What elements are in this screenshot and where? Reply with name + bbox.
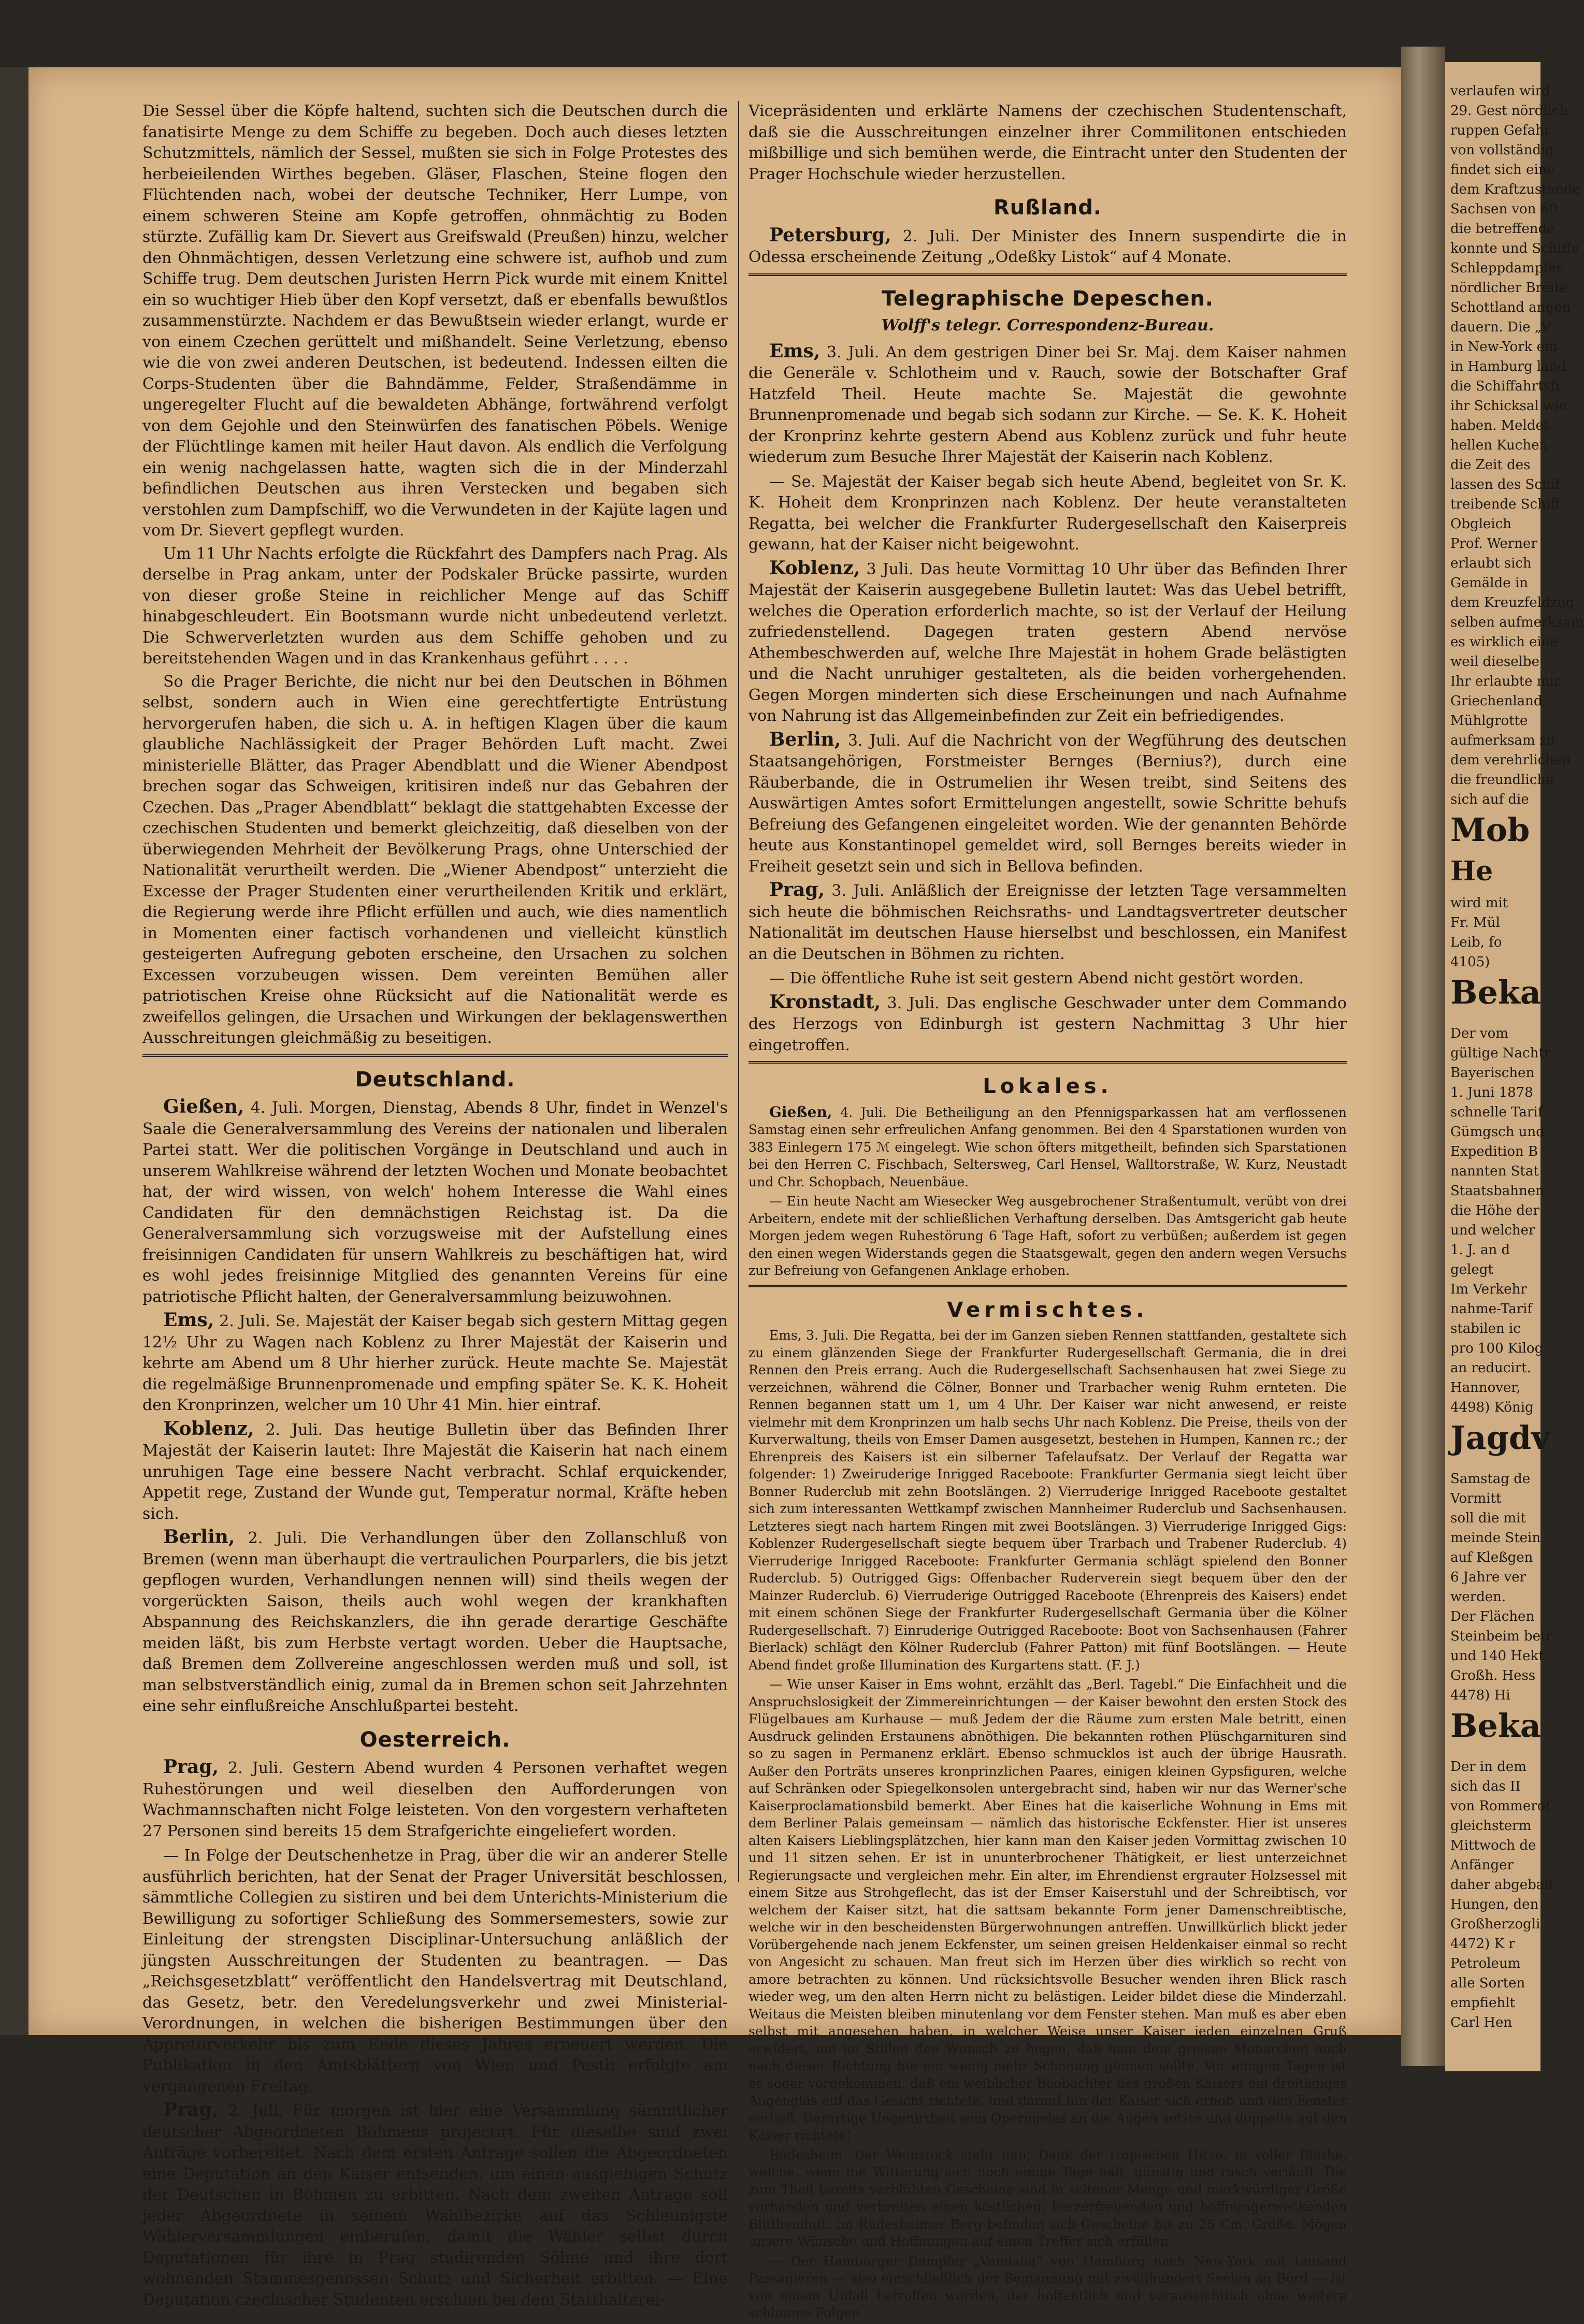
news-item bbox=[748, 558, 1347, 727]
dateline-city: Ems, bbox=[769, 340, 820, 362]
adjacent-page-fragment: und 140 Hekt bbox=[1450, 1648, 1544, 1664]
news-item bbox=[748, 879, 1347, 965]
adjacent-page-fragment: Der Flächen bbox=[1450, 1609, 1535, 1624]
adjacent-page-fragment: Im Verkehr bbox=[1450, 1282, 1527, 1297]
news-text: 3 Juli. Das heute Vormittag 10 Uhr über das Befinden Ihrer Majestät der Kaiserin ausgegebene Bulletin lautet: Was das Uebel betrifft, welches die Operation erforderlich machte, so ist der Verlauf der Heilung zufriedenstellend. Dagegen traten gestern Abend nervöse Athembeschwerden auf, welche Ihre Majestät in hohem Grade belästigten und die Nacht unruhiger gestalteten, als die beiden vorhergehenden. Gegen Morgen minderten sich diese Erscheinungen und nach Aufnahme von Nahrung ist das Allgemeinbefinden zur Zeit ein befriedigendes. bbox=[748, 560, 1347, 725]
news-text: 2. Juli. Das heutige Bulletin über das Befinden Ihrer Majestät der Kaiserin lautet: Ihre Majestät die Kaiserin hat nach einem unruhigen Tage eine bessere Nacht verbracht. Schlaf erquickender, Appetit rege, Zustand der Wunde gut, Temperatur normal, Kräfte heben sich. bbox=[142, 1420, 728, 1523]
adjacent-page-fragment: von Rommerot bbox=[1450, 1798, 1551, 1814]
adjacent-page-fragment: Steinbeim betr bbox=[1450, 1629, 1552, 1644]
adjacent-page-fragment: dem verehrlichen bbox=[1450, 752, 1571, 768]
adjacent-page-fragment: Beka bbox=[1450, 1707, 1541, 1745]
adjacent-page-fragment: Gümgsch und bbox=[1450, 1124, 1545, 1140]
news-text: 2. Juli. Gestern Abend wurden 4 Personen verhaftet wegen Ruhestörungen und weil dieselben den Aufforderungen von Wachmannschaften nicht Folge leisteten. Von den vorgestern verhafteten 27 Personen sind bereits 15 dem Strafgerichte eingeliefert worden. bbox=[142, 1759, 728, 1840]
news-text: 2. Juli. Die Verhandlungen über den Zollanschluß von Bremen (wenn man überhaupt die vertraulichen Pourparlers, die bis jetzt gepflogen wurden, Verhandlungen nennen will) sind theils wegen der vorgerückten Saison, theils auch wohl wegen der krankhaften Abspannung des Reichskanzlers, die ihn gerade derartige Geschäfte meiden läßt, bis zum Herbste vertagt worden. Ueber die Hauptsache, daß Bremen dem Zollvereine angeschlossen werden muß und soll, ist man selbstverständlich einig, zumal da in Bremen schon seit Jahrzehnten eine sehr einflußreiche Anschlußpartei besteht. bbox=[142, 1529, 728, 1715]
news-item bbox=[748, 729, 1347, 878]
adjacent-page-fragment: die Zeit des bbox=[1450, 457, 1531, 473]
news-item bbox=[142, 1756, 728, 1842]
dateline-city: Koblenz, bbox=[163, 1417, 254, 1440]
adjacent-page-fragment: haben. Meldet bbox=[1450, 418, 1549, 433]
adjacent-page-fragment: daher abgebalt bbox=[1450, 1877, 1554, 1893]
news-text: 3. Juli. Anläßlich der Ereignisse der letzten Tage versammelten sich heute die böhmischen Reichsraths- und Landtagsvertreter deutscher Nationalität im deutschen Hause hierselbst und beschlossen, ein Manifest an die Deutschen in Böhmen zu richten. bbox=[748, 882, 1347, 963]
news-text: 3. Juli. An dem gestrigen Diner bei Sr. Maj. dem Kaiser nahmen die Generäle v. Schlotheim und v. Rauch, sowie der Botschafter Graf Hatzfeld Theil. Heute machte Se. Majestät die gewohnte Brunnenpromenade und begab sich sodann zur Kirche. — Se. K. K. Hoheit der Kronprinz kehrte gestern Abend aus Koblenz zurück und fuhr heute wiederum zum Besuche Ihrer Majestät der Kaiserin nach Koblenz. bbox=[748, 343, 1347, 466]
adjacent-page-fragment: findet sich eine bbox=[1450, 162, 1555, 178]
adjacent-page-fragment: Carl Hen bbox=[1450, 2015, 1513, 2030]
adjacent-page-fragment: Jagdv bbox=[1450, 1419, 1550, 1457]
adjacent-page-fragment: in Hamburg land bbox=[1450, 359, 1567, 374]
adjacent-page-fragment: Mittwoch de bbox=[1450, 1838, 1536, 1853]
dateline-city: Ems, bbox=[163, 1309, 214, 1331]
adjacent-page-fragment: Vormitt bbox=[1450, 1491, 1502, 1506]
adjacent-page-fragment: Anfänger bbox=[1450, 1857, 1514, 1873]
adjacent-page-fragment: die Höhe der bbox=[1450, 1203, 1539, 1218]
news-text: — Se. Majestät der Kaiser begab sich heute Abend, begleitet von Sr. K. K. Hoheit dem Kronprinzen nach Koblenz. Der heute veranstalteten Regatta, bei welcher die Frankfurter Rudergesellschaft den Kaiserpreis gewann, hat der Kaiser nicht beigewohnt. bbox=[748, 472, 1347, 554]
adjacent-page-fragment: Schleppdampfer bbox=[1450, 260, 1563, 276]
news-item bbox=[748, 341, 1347, 468]
adjacent-page-fragment: in New-York ein bbox=[1450, 339, 1558, 355]
section-subheading: Wolff's telegr. Correspondenz-Bureau. bbox=[881, 316, 1214, 335]
section-heading-deutschland: Deutschland. bbox=[355, 1067, 515, 1092]
adjacent-page-fragment: hellen Kuchen bbox=[1450, 438, 1548, 453]
article-paragraph: Ems, 3. Juli. Die Regatta, bei der im Ganzen sieben Rennen stattfanden, gestaltete sich zu einem glänzenden Siege der Frankfurter Rudergesellschaft Germania, die in drei Rennen den Preis errang. Auch die Rudergesellschaft Sachsenhausen hat zwei Siege zu verzeichnen, während die Cölner, Bonner und Trarbacher wenig Ruhm ernteten. Die Rennen begannen statt um 1, um 4 Uhr. Der Kaiser war nicht anwesend, er reiste vielmehr mit dem Kronprinzen um halb sechs Uhr nach Koblenz. Die Preise, theils von der Kurverwaltung, theils von Emser Damen ausgesetzt, bestehen in Humpen, Kannen rc.; der Ehrenpreis des Kaisers ist ein silberner Tafelaufsatz. Der Verlauf der Regatta war folgender: 1) Zweiruderige Inrigged Raceboote: Frankfurter Germania siegt leicht über Bonner Ruderclub mit zehn Bootslängen. 2) Vierruderige Inrigged Raceboote gestaltet sich zum interessanten Wettkampf zwischen Mannheimer Ruderclub und Sachsenhausen. Letzteres siegt nach hartem Ringen mit zwei Bootslängen. 3) Vierruderige Inrigged Gigs: Koblenzer Rudergesellschaft siegte bequem über Trarbach und Trabener Ruderclub. 4) Vierruderige Inrigged Raceboote: Frankfurter Germania schlägt spielend den Bonner Ruderclub. 5) Outrigged Gigs: Offenbacher Ruderverein siegt bequem über den der Mainzer Ruderclub. 6) Vierruderige Outrigged Raceboote (Ehrenpreis des Kaisers) endet mit einem schönen Siege der Frankfurter Rudergesellschaft Germania über die Kölner Rudergesellschaft. 7) Einruderige Outrigged Raceboote: Boot von Sachsenhausen (Fahrer Bierlack) schlägt den Kölner Ruderclub (Fahrer Patton) mit fünf Bootslängen. — Heute Abend findet große Illumination des Kurgartens statt. (F. J.) bbox=[748, 1328, 1347, 1673]
news-text: 2. Juli. Für morgen ist hier eine Versammlung sämmtlicher deutscher Abgeordneten Böhmens projectirt. Für dieselbe sind zwei Anträge vorbereitet. Nach dem ersten Antrage sollen die Abgeordneten eine Deputation an den Kaiser entsenden, um einen ausgiebigen Schutz der Deutschen in Böhmen zu erbitten. Nach dem zweiten Antrage soll jeder Abgeordnete in seinem Wahlbezirke auf das Schleunigste Wählerversammlungen einberufen, damit die Wähler selbst durch Deputationen für ihre in Prag studirenden Söhne und ihre dort wohnenden Stammesgenossen Schutz und Sicherheit erbitten. — Eine Deputation czechischer Studenten erschien bei dem Statthalterei- bbox=[142, 2102, 728, 2309]
adjacent-page-fragment: die betreffende bbox=[1450, 221, 1555, 237]
adjacent-page-fragment: und welcher bbox=[1450, 1223, 1535, 1238]
adjacent-page-fragment: Prof. Werner bbox=[1450, 536, 1537, 551]
news-item bbox=[748, 992, 1347, 1056]
adjacent-page-fragment: Hannover, bbox=[1450, 1380, 1521, 1396]
section-heading-oesterreich: Oesterreich. bbox=[359, 1727, 511, 1752]
section-rule bbox=[142, 1054, 728, 1057]
news-item bbox=[748, 967, 1347, 990]
left-column bbox=[142, 101, 728, 2313]
lokales-block bbox=[748, 1103, 1347, 1280]
dateline-city: Koblenz, bbox=[769, 557, 860, 579]
section-heading-vermischtes: Vermischtes. bbox=[947, 1298, 1148, 1322]
adjacent-page-strip bbox=[1445, 62, 1584, 2071]
news-item bbox=[748, 225, 1347, 268]
news-item bbox=[748, 1103, 1347, 1191]
news-item bbox=[142, 1844, 728, 2097]
adjacent-page-fragment: schnelle Tarif bbox=[1450, 1105, 1543, 1120]
adjacent-page-fragment: gelegt bbox=[1450, 1262, 1493, 1277]
news-item bbox=[142, 1310, 728, 1416]
news-text: 2. Juli. Der Minister des Innern suspendirte die in Odessa erscheinende Zeitung „Odeßky Listok“ auf 4 Monate. bbox=[748, 227, 1347, 266]
news-text: 4. Juli. Die Betheiligung an den Pfennigsparkassen hat am verflossenen Samstag einen sehr erfreulichen Anfang genommen. Bei den 4 Sparstationen wurden von 383 Einlegern 175 ℳ eingelegt. Wie schon öfters mitgetheilt, befinden sich Sparstationen bei den Herren C. Fischbach, Seltersweg, Carl Hensel, Walltorstraße, W. Kurz, Neustadt und Chr. Schopbach, Neuenbäue. bbox=[748, 1105, 1347, 1189]
adjacent-page-fragment: Ihr erlaubte mir bbox=[1450, 674, 1561, 689]
adjacent-page-fragment: gültige Nachtr bbox=[1450, 1045, 1551, 1061]
adjacent-page-fragment: pro 100 Kilog bbox=[1450, 1341, 1544, 1356]
section-rule bbox=[748, 273, 1347, 276]
news-item bbox=[142, 1096, 728, 1308]
adjacent-page-fragment: Mühlgrotte bbox=[1450, 713, 1528, 729]
news-text: — Ein heute Nacht am Wiesecker Weg ausgebrochener Straßentumult, verübt von drei Arbeitern, endete mit der schließlichen Verhaftung derselben. Das Amtsgericht gab heute Morgen jedem wegen Ruhestörung 6 Tage Haft, sofort zu verbüßen; außerdem ist gegen den einen wegen Widerstands gegen die Staatsgewalt, gegen den andern wegen Versuchs zur Befreiung von Gefangenen Anklage erhoben. bbox=[748, 1194, 1347, 1278]
dateline-city: Kronstadt, bbox=[769, 991, 881, 1013]
article-paragraph: Rüdesheim. Der Weinstock steht nun, Dank der tropischen Hitze, in voller Blüthe, welche, wenn die Witterung sich noch einige Tage hält, günstig und rasch verläuft. Die zum Theil bereits verblühten Gescheine sind in seltener Menge und merkwürdiger Größe vorhanden und verbreiten einen köstlichen, herzerfreuenden und hoffnungerweckenden Blüthenduft. Im Rüdesheimer Berg befinden sich Gescheine bis zu 25 Cm. Größe. Mögen unsere Wünsche und Hoffnungen auf einen Treffer sich erfüllen. bbox=[748, 2147, 1347, 2249]
adjacent-page-fragment: ihr Schicksal wie bbox=[1450, 398, 1567, 414]
adjacent-page-fragment: Staatsbahnen bbox=[1450, 1183, 1544, 1199]
adjacent-page-fragment: Petroleum bbox=[1450, 1956, 1521, 1971]
adjacent-page-fragment: Leib, fo bbox=[1450, 935, 1502, 950]
article-paragraph: Die Sessel über die Köpfe haltend, suchten sich die Deutschen durch die fanatisirte Menge zu dem Schiffe zu begeben. Doch auch dieses letzten Schutzmittels, nämlich der Sessel, mußten sie sich in Folge Protestes des herbeieilenden Wirthes begeben. Gläser, Flaschen, Steine flogen den Flüchtenden nach, wobei der deutsche Techniker, Herr Lumpe, von einem schweren Steine am Kopfe getroffen, ohnmächtig zu Boden stürzte. Zufällig kam Dr. Sievert aus Greifswald (Preußen) hinzu, welcher den Ohnmächtigen, dessen Verletzung eine schwere ist, aufhob und zum Schiffe trug. Dem deutschen Juristen Herrn Pick wurde mit einem Knittel ein so wuchtiger Hieb über den Kopf versetzt, daß er ebenfalls bewußtlos zusammenstürzte. Nachdem er das Bewußtsein wieder erlangt, wurde er von einem Czechen gerüttelt und mißhandelt. Seine Verletzung, ebenso wie die von zwei anderen Deutschen, ist bedeutend. Indessen eilten die Corps-Studenten über die Bahndämme, Felder, Straßendämme in ungeregelter Flucht auf die bewaldeten Abhänge, fortwährend verfolgt von dem Gejohle und den Steinwürfen des fanatischen Pöbels. Wenige der Flüchtlinge kamen mit heiler Haut davon. Als endlich die Verfolgung ein wenig nachgelassen hatte, wagten sich die in der Minderzahl befindlichen Deutschen aus ihren Verstecken und begaben sich verstohlen zum Dampfschiff, wo die Verwundeten in der Kajüte lagen und vom Dr. Sievert gepflegt wurden. bbox=[142, 102, 728, 540]
adjacent-page-fragment: 4105) bbox=[1450, 954, 1490, 970]
adjacent-page-fragment: dem Kreuzfeldzug bbox=[1450, 595, 1575, 611]
news-text: — In Folge der Deutschenhetze in Prag, über die wir an anderer Stelle ausführlich berichten, hat der Senat der Prager Universität beschlossen, sämmtliche Collegien zu sistiren und bei dem Unterichts-Ministerium die Bewilligung zu sofortiger Schließung des Sommersemesters, sowie zur Einleitung der strengsten Disciplinar-Untersuchung anläßlich der jüngsten Ausschreitungen der Studenten zu beantragen. — Das „Reichsgesetzblatt“ veröffentlicht den Handelsvertrag mit Deutschland, das Gesetz, betr. den Veredelungsverkehr und zwei Ministerial-Verordnungen, in welchen die bisherigen Bestimmungen über den Appreturverkehr bis zum Ende dieses Jahres erneuert werden. Die Publikation in den Amtsblättern von Wien und Pesth erfolgte am vergangenen Freitag. bbox=[142, 1847, 728, 2096]
adjacent-page-fragment: weil dieselbe bbox=[1450, 654, 1539, 670]
news-text: — Die öffentliche Ruhe ist seit gestern Abend nicht gestört worden. bbox=[769, 969, 1304, 987]
adjacent-page-fragment: Großherzogli bbox=[1450, 1916, 1540, 1932]
adjacent-page-fragment: Bayerischen bbox=[1450, 1065, 1535, 1081]
adjacent-page-fragment: werden. bbox=[1450, 1589, 1506, 1605]
adjacent-page-fragment: dem Kraftzustande bbox=[1450, 182, 1580, 197]
adjacent-page-fragment: Obgleich bbox=[1450, 516, 1511, 532]
adjacent-page-fragment: Sachsen von 60 bbox=[1450, 201, 1558, 217]
adjacent-page-fragment: 29. Gest nördlich bbox=[1450, 103, 1568, 119]
news-text: 3. Juli. Auf die Nachricht von der Wegführung des deutschen Staatsangehörigen, Forstmeister Bernges (Bernius?), durch eine Räuberbande, die in Ostrumelien ihr Wesen treibt, sind Seitens des Auswärtigen Amtes sofort Ermittelungen angestellt, sowie Schritte behufs Befreiung des Gefangenen eingeleitet worden. Wie der genannten Behörde heute aus Konstantinopel gemeldet wird, soll Bernges bereits wieder in Freiheit gesetzt sein und sich in Bellova befinden. bbox=[748, 731, 1347, 876]
section-rule bbox=[748, 1285, 1347, 1287]
adjacent-page-fragment: nahme-Tarif bbox=[1450, 1301, 1533, 1317]
adjacent-page-fragment: Großh. Hess bbox=[1450, 1668, 1536, 1683]
adjacent-page-fragment: meinde Stein bbox=[1450, 1530, 1541, 1546]
adjacent-page-fragment: auf Kleßgen bbox=[1450, 1550, 1533, 1565]
article-paragraph: Um 11 Uhr Nachts erfolgte die Rückfahrt des Dampfers nach Prag. Als derselbe in Prag ankam, unter der Podskaler Brücke passirte, wurden von dieser große Steine in reichlicher Menge auf das Schiff hinabgeschleudert. Ein Bootsmann wurde nicht unbedeutend verletzt. Die Schwerverletzten wurden aus dem Schiffe gehoben und zu bereitstehenden Wagen und in das Krankenhaus geführt . . . . bbox=[142, 544, 728, 667]
vermischtes-block bbox=[748, 1327, 1347, 2322]
section-heading-russland: Rußland. bbox=[993, 196, 1102, 220]
adjacent-page-fragment: von vollständig bbox=[1450, 142, 1554, 158]
article-paragraph: So die Prager Berichte, die nicht nur bei den Deutschen in Böhmen selbst, sondern auch in Wien eine gerechtfertigte Entrüstung hervorgerufen haben, die sich u. A. in heftigen Klagen über die kaum glaubliche Nachlässigkeit der Prager Behörden Luft macht. Zwei ministerielle Blätter, das Prager Abendblatt und die Wiener Abendpost brechen sogar das Schweigen, kritisiren indeß nur das Gebahren der Czechen. Das „Prager Abendblatt“ beklagt die stattgehabten Excesse der czechischen Studenten und bemerkt gleichzeitig, daß dieselben von der überwiegenden Mehrheit der Bevölkerung Prags, ohne Unterschied der Nationalität verurtheilt werden. Die „Wiener Abendpost“ unterzieht die Excesse der Prager Studenten einer verurtheilenden Kritik und erklärt, die Regierung werde ihre Pflicht erfüllen und auch, wie dies namentlich in Momenten einer factisch vorhandenen und vielleicht künstlich gesteigerten Aufregung geboten erscheine, den Ursachen zu solchen Excessen vorzubeugen wissen. Dem vereinten Bemühen aller patriotischen Kreise ohne Rücksicht auf die Nationalität werde es zweifellos gelingen, die Ursachen und Wirkungen der beklagenswerthen Ausschreitungen gleichmäßig zu beseitigen. bbox=[142, 672, 728, 1047]
dateline-city: Gießen, bbox=[163, 1096, 244, 1117]
dateline-city: Petersburg, bbox=[769, 224, 891, 246]
adjacent-page-fragment: lassen des Schif bbox=[1450, 477, 1560, 492]
section-heading-telegraphen: Telegraphische Depeschen. bbox=[881, 286, 1214, 311]
adjacent-page-fragment: 4472) K r bbox=[1450, 1936, 1515, 1952]
adjacent-page-fragment: nannten Stat bbox=[1450, 1164, 1539, 1179]
adjacent-page-fragment: soll die mit bbox=[1450, 1510, 1526, 1526]
adjacent-page-fragment: nördlicher Breite bbox=[1450, 280, 1568, 296]
adjacent-page-fragment: Expedition B bbox=[1450, 1144, 1538, 1159]
adjacent-page-fragment: 1. Juni 1878 bbox=[1450, 1085, 1533, 1100]
column-divider bbox=[738, 101, 739, 1882]
adjacent-page-fragment: empfiehlt bbox=[1450, 1995, 1515, 2011]
adjacent-page-fragment: Samstag de bbox=[1450, 1471, 1531, 1487]
adjacent-page-fragment: Hungen, den bbox=[1450, 1897, 1539, 1912]
adjacent-page-fragment: es wirklich eine bbox=[1450, 634, 1558, 650]
news-item bbox=[142, 1418, 728, 1525]
section-rule bbox=[748, 1061, 1347, 1064]
right-column bbox=[748, 101, 1347, 2324]
news-item bbox=[748, 1193, 1347, 1280]
article-paragraph: — Wie unser Kaiser in Ems wohnt, erzählt das „Berl. Tagebl.“ Die Einfachheit und die Anspruchslosigkeit der Zimmereinrichtungen — der Kaiser bewohnt den ersten Stock des Flügelbaues am Kurhause — muß Jedem der die Räume zum ersten Male betritt, einen Ausdruck gelinden Erstaunens abnöthigen. Die bekannten rothen Plüschgarnituren sind so zu sagen in Permanenz erklärt. Ebenso schmucklos ist auch der übrige Hausrath. Außer den Porträts unseres kronprinzlichen Paares, einigen kleinen Gypsfiguren, welche auf Schränken oder Spiegelkonsolen untergebracht sind, haben wir nur das Werner'sche Kaiserproclamationsbild bemerkt. Aber Eines hat die kaiserliche Wohnung in Ems mit dem Berliner Palais gemeinsam — nämlich das historische Eckfenster. Hier ist unseres alten Kaisers Lieblingsplätzchen, hier kann man den Kaiser jeden Vormittag zwischen 10 und 11 sitzen sehen. Er ist in ununterbrochener Thätigkeit, er liest unterzeichnet Regierungsacte und vergleichen mehr. Ein alter, im Ehrendienst ergrauter Holzsessel mit einem Sitze aus Strohgeflecht, das ist der Emser Kaiserstuhl und der Schreibtisch, vor welchem der Kaiser sitzt, hat die sattsam bekannte Form jener Damenschreibtische, welche wir in den bescheidensten Bürgerwohnungen antreffen. Unwillkürlich blickt jeder Vorübergehende nach jenem Eckfenster, um seinen greisen Heldenkaiser einmal so recht von Angesicht zu schauen. Man freut sich im Herzen über dies wirklich so recht von amore betrachten zu können. Und rücksichtsvolle Besucher wenden ihren Blick rasch wieder weg, um den alten Herrn nicht zu belästigen. Leider bildet diese die Minderzahl. Weitaus die Meisten bleiben minutenlang vor dem Fenster stehen. Man muß es aber eben selbst mit angesehen haben, in welcher Weise unser Kaiser jeden einzelnen Gruß erwidert, um im Stillen den Wunsch zu hegen, daß man dem greisen Monarchen auch nach dieser Richtung hin ein wenig mehr Schonung gönnen sollte. Vor einigen Tagen ist es sogar vorgekommen, daß ein weiblicher Beobachter des großen Kaisers ein dreitägiges Augenglas auf das Gesicht richtete, und darauf hin der Kaiser sich erhob und den Fenster verließ. Derartige Ungenirtheit sein Operngelas an die Augen setzte und doppelte auf den Kaiser richtete! bbox=[748, 1677, 1347, 2143]
dateline-city: Berlin, bbox=[769, 728, 841, 750]
adjacent-page-fragment: 4478) Hi bbox=[1450, 1688, 1510, 1703]
adjacent-page-fragment: alle Sorten bbox=[1450, 1976, 1525, 1991]
adjacent-page-fragment: He bbox=[1450, 855, 1493, 887]
adjacent-page-fragment: erlaubt sich bbox=[1450, 556, 1532, 571]
dateline-city: Prag, bbox=[163, 1756, 219, 1778]
adjacent-page-fragment: die freundliche bbox=[1450, 772, 1554, 788]
adjacent-page-fragment: sich das II bbox=[1450, 1779, 1521, 1794]
adjacent-page-fragment: selben aufmerksam bbox=[1450, 615, 1584, 630]
adjacent-page-fragment: an reducirt. bbox=[1450, 1360, 1531, 1376]
book-edge-left bbox=[0, 67, 28, 2035]
adjacent-page-fragment: die Schiffahrtsfr bbox=[1450, 379, 1562, 394]
dateline-city: Prag, bbox=[769, 879, 825, 900]
adjacent-page-fragment: Mob bbox=[1450, 811, 1530, 849]
news-item bbox=[142, 1527, 728, 1717]
adjacent-page-fragment: 1. J. an d bbox=[1450, 1242, 1510, 1258]
adjacent-page-fragment: Griechenland, bbox=[1450, 693, 1547, 709]
adjacent-page-fragment: Fr. Mül bbox=[1450, 915, 1500, 931]
adjacent-page-fragment: gleichsterm bbox=[1450, 1818, 1532, 1834]
adjacent-page-fragment: sich auf die bbox=[1450, 792, 1529, 807]
news-text: 3. Juli. Das englische Geschwader unter dem Commando des Herzogs von Edinburgh ist gestern Nachmittag 3 Uhr hier eingetroffen. bbox=[748, 994, 1347, 1054]
dateline-city: Berlin, bbox=[163, 1526, 235, 1548]
adjacent-page-fragment: ruppen Gefahr bbox=[1450, 123, 1551, 138]
dateline-city: Prag, bbox=[163, 2099, 219, 2120]
news-text: 4. Juli. Morgen, Dienstag, Abends 8 Uhr, findet in Wenzel's Saale die Generalversammlung des Vereins der nationalen und liberalen Partei statt. Wer die politischen Vorgänge in Deutschland und auch in unserem Wahlkreise während der letzten Wochen und Monate beobachtet hat, der wird wissen, von welch' hohem Interesse die Wahl eines Candidaten für den demnächstigen Reichstag ist. Da die Generalversammlung sich vorzugsweise mit der Aufstellung eines freisinnigen Candidaten für unsern Wahlkreis zu beschäftigen hat, wird es wohl jedes freisinnige Mitglied des genannten Vereins für eine patriotische Pflicht halten, der Generalversammlung beizuwohnen. bbox=[142, 1099, 728, 1306]
adjacent-page-fragment: Der vom bbox=[1450, 1026, 1508, 1041]
adjacent-page-fragment: wird mit bbox=[1450, 895, 1508, 911]
section-heading-lokales: Lokales. bbox=[983, 1074, 1113, 1098]
adjacent-page-fragment: Beka bbox=[1450, 974, 1541, 1011]
adjacent-page-fragment: 4498) König bbox=[1450, 1400, 1534, 1415]
article-paragraph: — Der Hamburger Dampfer „Vandalia“ von Hamburg nach New-York mit tausend Passagieren — also einschließlich der Bemannung mit zwölfhundert Seelen an Bord — ist von einem Unfall betroffen worden, der hoffentlich und voraussichtlich ohne weitere schlimme Folgen bbox=[748, 2253, 1347, 2320]
adjacent-page-fragment: 6 Jahre ver bbox=[1450, 1570, 1527, 1585]
dateline-city: Gießen, bbox=[769, 1103, 832, 1121]
adjacent-page-fragment: konnte und Schiffe bbox=[1450, 241, 1579, 256]
adjacent-page-fragment: verlaufen wird. bbox=[1450, 83, 1554, 99]
adjacent-page-fragment: Gemälde in bbox=[1450, 575, 1528, 591]
adjacent-page-fragment: dauern. Die „V bbox=[1450, 319, 1551, 335]
adjacent-page-fragment: stabilen ic bbox=[1450, 1321, 1521, 1337]
news-text: 2. Juli. Se. Majestät der Kaiser begab sich gestern Mittag gegen 12½ Uhr zu Wagen nach Koblenz zu Ihrer Majestät der Kaiserin und kehrte am Abend um 8 Uhr hierher zurück. Heute machte Se. Majestät die regelmäßige Brunnenpromenade und empfing später Se. K. K. Hoheit den Kronprinzen, welcher um 10 Uhr 41 Min. hier eintraf. bbox=[142, 1312, 728, 1414]
adjacent-page-fragment: Schottland angen bbox=[1450, 300, 1571, 315]
adjacent-page-fragment: treibende Schiff bbox=[1450, 497, 1560, 512]
adjacent-page-fragment: aufmerksam zu bbox=[1450, 733, 1556, 748]
adjacent-page-fragment: Der in dem bbox=[1450, 1759, 1527, 1775]
book-spine bbox=[1401, 47, 1445, 2066]
news-item bbox=[142, 2099, 728, 2311]
news-item bbox=[748, 470, 1347, 556]
article-paragraph: Vicepräsidenten und erklärte Namens der czechischen Studentenschaft, daß sie die Ausschreitungen einzelner ihrer Commilitonen entschieden mißbillige und sich bemühen werde, die Eintracht unter den Studenten der Prager Hochschule wieder herzustellen. bbox=[748, 102, 1347, 183]
